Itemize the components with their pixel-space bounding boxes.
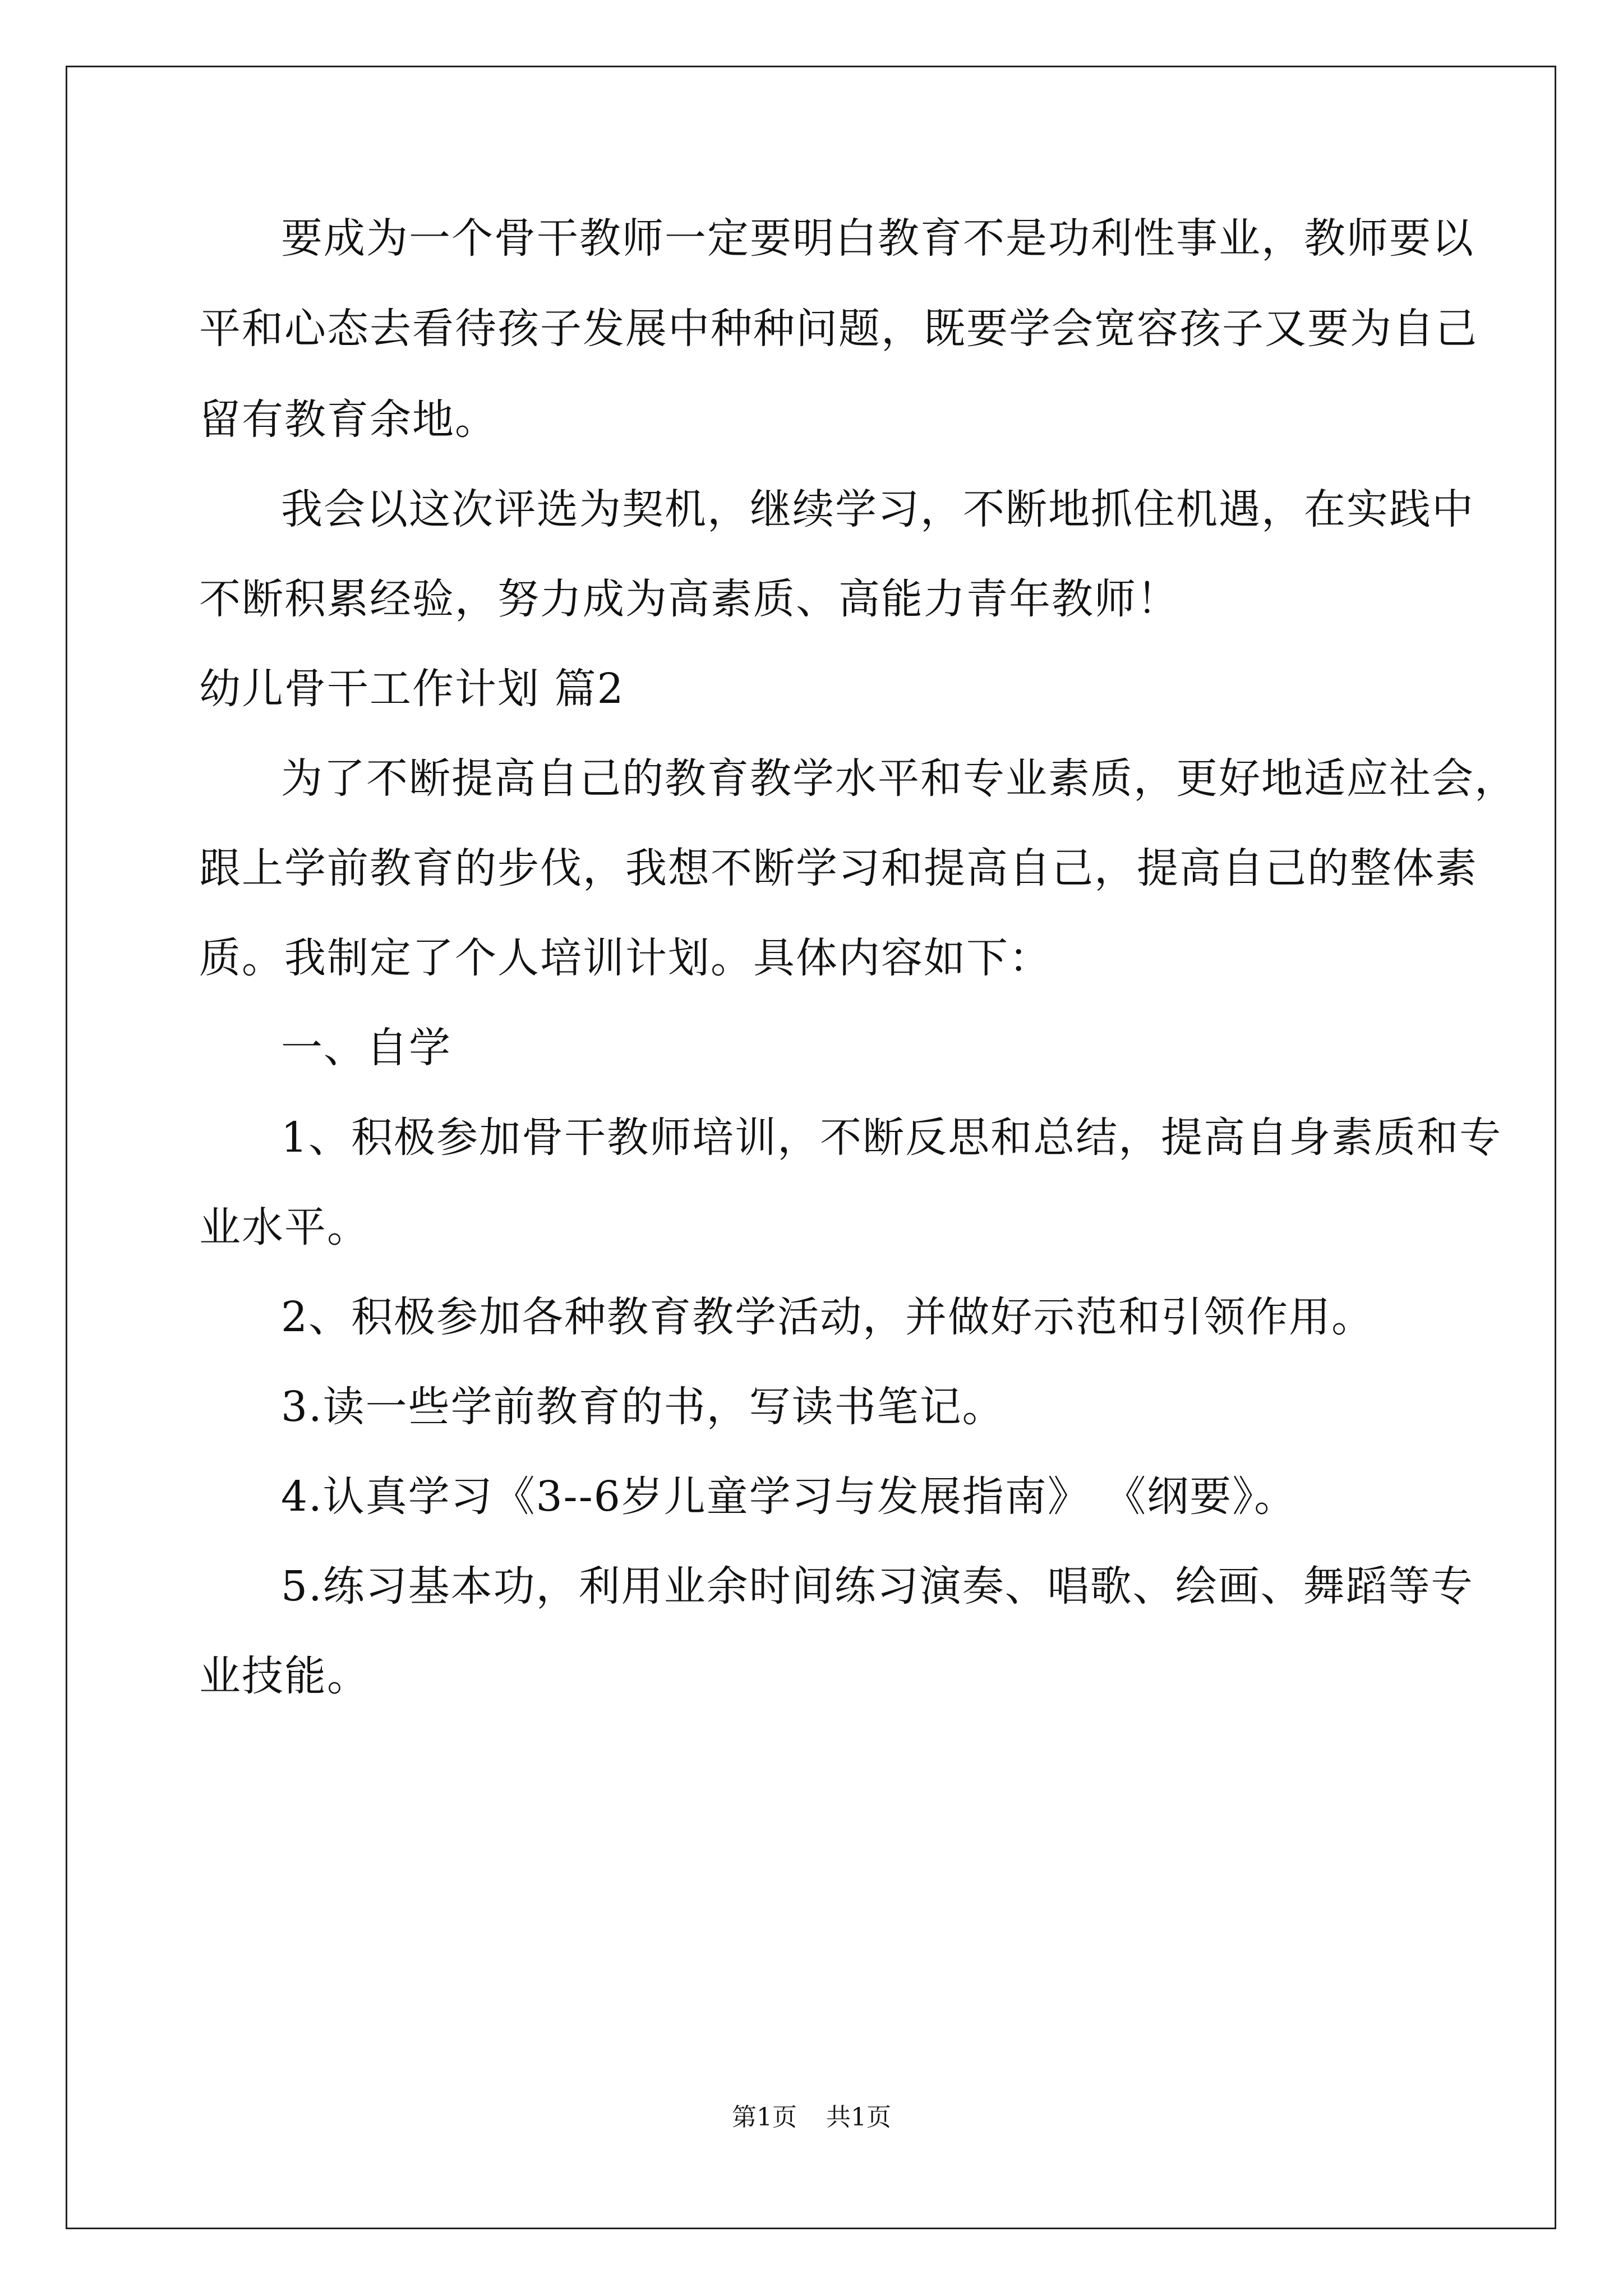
- list-item-continuation: 业技能。: [199, 1652, 370, 1700]
- section-heading: 幼儿骨干工作计划 篇2: [199, 665, 625, 713]
- paragraph-line: 要成为一个骨干教师一定要明白教育不是功利性事业，教师要以: [281, 214, 1474, 263]
- page-number-current: 第1页: [732, 2103, 797, 2132]
- list-item: 5.练习基本功，利用业余时间练习演奏、唱歌、绘画、舞蹈等专: [281, 1562, 1474, 1611]
- paragraph-line: 为了不断提高自己的教育教学水平和专业素质，更好地适应社会，: [281, 754, 1517, 803]
- page-number-total: 共1页: [826, 2103, 891, 2132]
- paragraph-line: 我会以这次评选为契机，继续学习，不断地抓住机遇，在实践中: [281, 485, 1474, 533]
- list-item: 2、积极参加各种教育教学活动，并做好示范和引领作用。: [281, 1293, 1375, 1341]
- paragraph-line: 平和心态去看待孩子发展中种种问题，既要学会宽容孩子又要为自己: [199, 305, 1478, 353]
- paragraph-line: 跟上学前教育的步伐，我想不断学习和提高自己，提高自己的整体素: [199, 844, 1478, 892]
- list-item: 1、积极参加骨干教师培训，不断反思和总结，提高自身素质和专: [281, 1114, 1502, 1162]
- subsection-heading: 一、自学: [281, 1024, 451, 1072]
- list-item: 3.读一些学前教育的书，写读书笔记。: [281, 1383, 1005, 1431]
- list-item-continuation: 业水平。: [199, 1203, 370, 1251]
- paragraph-line: 留有教育余地。: [199, 395, 497, 444]
- paragraph-line: 质。我制定了个人培训计划。具体内容如下：: [199, 934, 1052, 982]
- page-footer: [0, 2101, 1623, 2134]
- paragraph-line: 不断积累经验，努力成为高素质、高能力青年教师！: [199, 575, 1179, 623]
- list-item: 4.认真学习《3--6岁儿童学习与发展指南》 《纲要》。: [281, 1473, 1297, 1521]
